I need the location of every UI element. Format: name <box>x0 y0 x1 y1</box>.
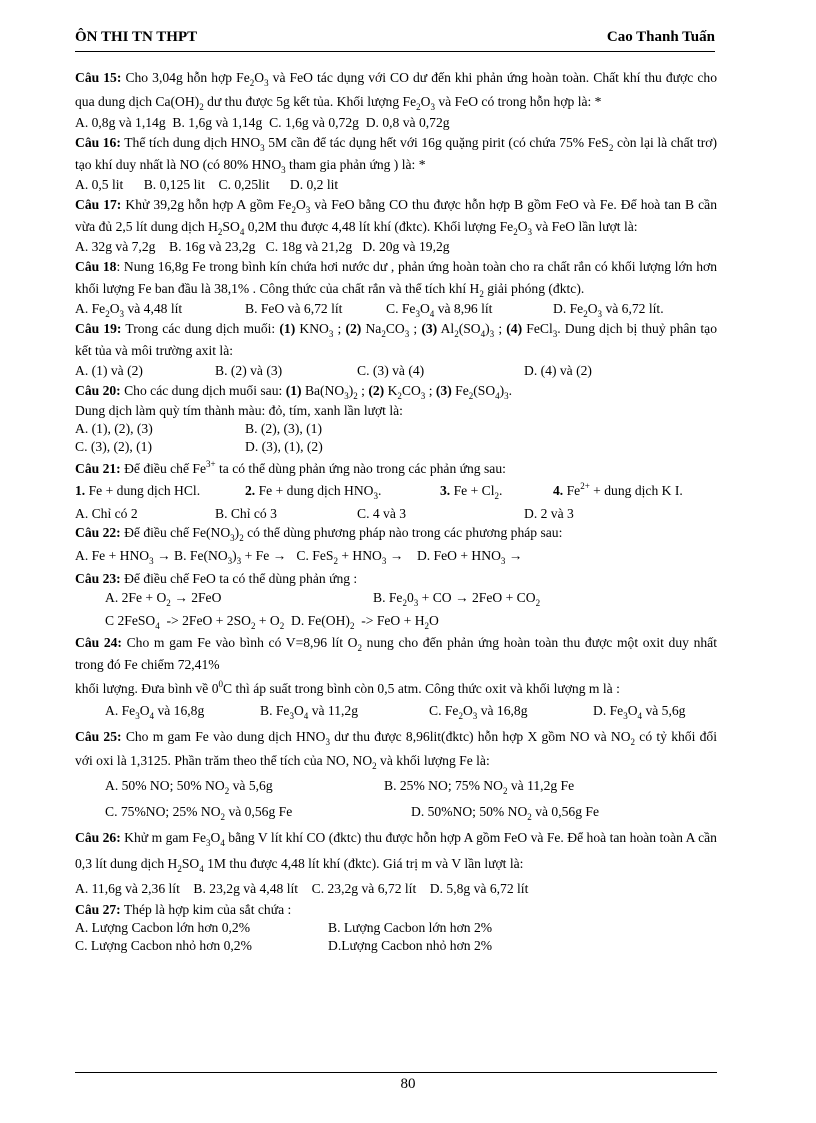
question-16: Câu 16: Thể tích dung dịch $HNO_3$ 5M cần để tác dụng hết với 16g quặng pirit (có chứa 75% FeS$_2$ còn lại là chất trơ) tạo khí duy nhất là NO (có 80% $HNO_3$ tham gia phản ứng ) là: * <box>75 135 717 175</box>
question-26: Câu 26: Khử m gam $Fe_3O_4$ bằng V lít khí CO (đktc) thu được hỗn hợp A gồm FeO và Fe. Để hoà tan hoàn toàn A cần 0,3 lít dung dịch $H_2SO_4$ 1M thu được 4,48 lít khí (đktc). Giá trị m và V lần lượt là: <box>75 830 717 874</box>
question-21-reactions: 1. Fe + dung dịch HCl. 2. Fe + dung dịch $HNO_3$. 3. $Fe + Cl_2$. 4. $Fe^{2+}$ + dung dịch K I. <box>75 481 683 501</box>
header-author: Cao Thanh Tuấn <box>606 29 715 45</box>
question-17: Câu 17: Khử 39,2g hỗn hợp A gồm $Fe_2O_3$ và FeO bằng CO thu được hỗn hợp B gồm FeO và Fe. Để hoà tan B cần vừa đủ 2,5 lít dung dịch $H_2SO_4$ 0,2M thu được 4,48 lít khí (đktc). Khối lượng $Fe_2O_3$ và FeO lần lượt là: <box>75 197 717 237</box>
question-20: Câu 20: Cho các dung dịch muối sau: (1) $Ba(NO_3)_2$ ; (2) $K_2CO_3$ ; (3) $Fe_2(SO_4)_3$. <box>75 383 513 401</box>
question-16-options: A. 0,5 lit B. 0,125 lit C. 0,25lit D. 0,2 lit <box>75 177 339 192</box>
question-17-options: A. 32g và 7,2g B. 16g và 23,2g C. 18g và 21,2g D. 20g và 19,2g <box>75 239 450 254</box>
question-18: Câu 18: Nung 16,8g Fe trong bình kín chứa hơi nước dư , phản ứng hoàn toàn cho ra chất rắn có khối lượng lớn hơn khối lượng Fe ban đầu là 38,1% . Công thức của chất rắn và thể tích khí $H_2$ giải phóng (đktc). <box>75 259 717 299</box>
question-15: Câu 15: Cho 3,04g hỗn hợp $Fe_2O_3$ và FeO tác dụng với CO dư đến khi phản ứng hoàn toàn. Chất khí thu được cho qua dung dịch $Ca(OH)_2$ dư thu được 5g kết tủa. Khối lượng $Fe_2O_3$ và FeO có trong hỗn hợp là: * <box>75 70 717 112</box>
question-20-options-row2: C. (3), (2), (1) D. (3), (1), (2) <box>75 439 323 454</box>
question-23-options-row2: C 2FeSO$_4$ -> $2FeO + 2SO_2 + O_2$ D. $Fe(OH)_2$ -> FeO + $H_2O$ <box>105 613 439 631</box>
question-20-prompt: Dung dịch làm quỳ tím thành màu: đỏ, tím, xanh lần lượt là: <box>75 403 403 418</box>
question-25-options-row1: A. 50% NO; 50% $NO_2$ và 5,6g B. 25% NO; 75% $NO_2$ và 11,2g Fe <box>105 778 575 796</box>
question-25: Câu 25: Cho m gam Fe vào dung dịch $HNO_3$ dư thu được 8,96lit(đktc) hỗn hợp X gồm NO và $NO_2$ có tỷ khối đối với oxi là 1,3125. Phần trăm theo thể tích của NO, $NO_2$ và khối lượng Fe là: <box>75 729 718 771</box>
header-left-title: ÔN THI TN THPT <box>75 29 198 45</box>
question-27-options-row1: A. Lượng Cacbon lớn hơn 0,2% B. Lượng Cacbon lớn hơn 2% <box>75 920 493 935</box>
question-20-options-row1: A. (1), (2), (3) B. (2), (3), (1) <box>75 421 323 436</box>
question-19: Câu 19: Trong các dung dịch muối: (1) $KNO_3$ ; (2) $Na_2CO_3$ ; (3) $Al_2(SO_4)_3$ ; (4) FeCl$_3$. Dung dịch bị thuỷ phân tạo kết tủa và môi trường axit là: <box>75 321 717 358</box>
question-22-options: A. $Fe + HNO_3 \to B$. $Fe(NO_3)_3 + Fe \to C$. $FeS_2 + HNO_3$ → D. FeO + $HNO_3$ → <box>75 548 523 566</box>
question-15-options: A. 0,8g và 1,14g B. 1,6g và 1,14g C. 1,6g và 0,72g D. 0,8 và 0,72g <box>75 115 450 130</box>
question-24-cont: khối lượng. Đưa bình về $0^0C$ thì áp suất trong bình còn 0,5 atm. Công thức oxit và khối lượng m là : <box>75 679 620 696</box>
footer-divider <box>75 1072 717 1073</box>
question-18-options: A. $Fe_2O_3$ và 4,48 lít B. FeO và 6,72 lít C. $Fe_3O_4$ và 8,96 lít D. $Fe_2O_3$ và 6,72 lít. <box>75 301 664 319</box>
question-21: Câu 21: Để điều chế $Fe^{3+}$ ta có thể dùng phản ứng nào trong các phản ứng sau: <box>75 459 506 476</box>
page-number: 80 <box>400 1076 416 1092</box>
question-26-options: A. 11,6g và 2,36 lít B. 23,2g và 4,48 lít C. 23,2g và 6,72 lít D. 5,8g và 6,72 lít <box>75 881 529 896</box>
question-23-options-row1: A. $2Fe + O_2 \to 2FeO$ B. $Fe_20_3$ + CO → $2FeO + CO_2$ <box>105 590 541 608</box>
page-header <box>75 27 715 52</box>
question-21-options: A. Chỉ có 2 B. Chỉ có 3 C. 4 và 3 D. 2 và 3 <box>75 506 574 521</box>
question-23: Câu 23: Để điều chế FeO ta có thể dùng phản ứng : <box>75 571 358 586</box>
question-27-options-row2: C. Lượng Cacbon nhỏ hơn 0,2% D.Lượng Cacbon nhỏ hơn 2% <box>75 938 493 953</box>
question-24: Câu 24: Cho m gam Fe vào bình có V=8,96 lít $O_2$ nung cho đến phản ứng hoàn toàn thu được một oxit duy nhất trong đó Fe chiếm 72,41% <box>75 635 717 672</box>
question-25-options-row2: C. 75%NO; 25% $NO_2$ và 0,56g Fe D. 50%NO; 50% $NO_2$ và 0,56g Fe <box>105 804 600 822</box>
document-body <box>75 66 717 955</box>
question-27: Câu 27: Thép là hợp kim của sắt chứa : <box>75 902 292 917</box>
question-22: Câu 22: Để điều chế $Fe(NO_3)_2$ có thể dùng phương pháp nào trong các phương pháp sau: <box>75 525 563 543</box>
question-24-options: A. $Fe_3O_4$ và 16,8g B. $Fe_3O_4$ và 11,2g C. $Fe_2O_3$ và 16,8g D. $Fe_3O_4$ và 5,6g <box>105 703 686 721</box>
question-19-options: A. (1) và (2) B. (2) và (3) C. (3) và (4) D. (4) và (2) <box>75 363 592 378</box>
